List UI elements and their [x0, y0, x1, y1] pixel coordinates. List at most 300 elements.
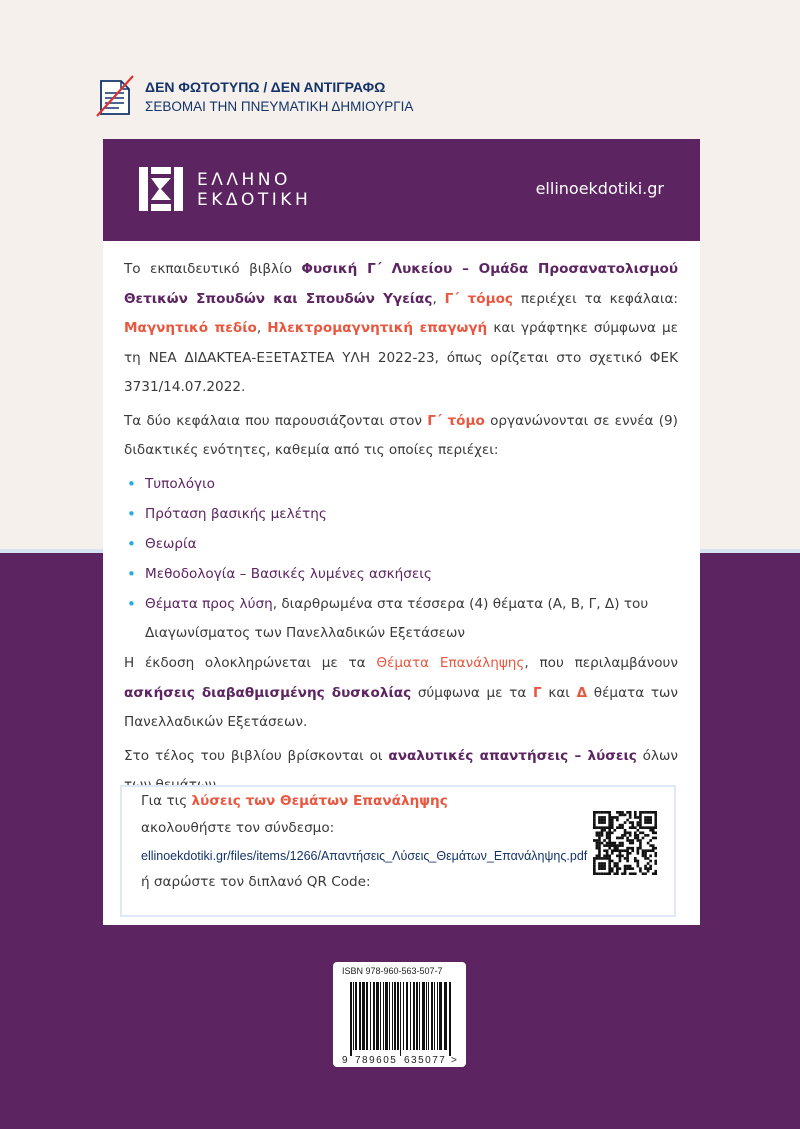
qr-module [629, 872, 632, 875]
qr-module [603, 857, 606, 860]
text: περιέχει τα κεφάλαια: [512, 290, 679, 307]
text: όλων [642, 747, 679, 764]
qr-module [601, 829, 604, 832]
list-item-label: Θεωρία [145, 535, 197, 552]
qr-module [629, 821, 632, 824]
qr-module [616, 870, 619, 873]
barcode-bar [385, 982, 388, 1050]
graded-exercises: ασκήσεις διαβαθμισμένης δυσκολίας [124, 684, 412, 701]
qr-module [601, 811, 604, 814]
barcode-bar [350, 982, 352, 1056]
qr-module [616, 847, 619, 850]
qr-module [608, 867, 611, 870]
qr-module [611, 826, 614, 829]
qr-module [624, 834, 627, 837]
qr-code[interactable] [593, 811, 657, 875]
qr-module [654, 852, 657, 855]
qr-module [611, 821, 614, 824]
qr-module [631, 872, 634, 875]
qr-module [601, 865, 604, 868]
qr-module [639, 814, 642, 817]
barcode-bar [419, 982, 420, 1050]
bullet-icon: • [127, 564, 136, 583]
barcode-bar [383, 982, 384, 1050]
qr-module [603, 839, 606, 842]
qr-module [616, 855, 619, 858]
notice-line-1: ΔΕΝ ΦΩΤΟΤΥΠΩ / ΔΕΝ ΑΝΤΙΓΡΑΦΩ [145, 79, 386, 95]
qr-module [652, 849, 655, 852]
qr-module [608, 839, 611, 842]
qr-module [619, 852, 622, 855]
qr-module [613, 872, 616, 875]
qr-module [639, 842, 642, 845]
list-item [124, 500, 678, 530]
qr-module [649, 829, 652, 832]
qr-module [601, 867, 604, 870]
bullet-icon: • [127, 534, 136, 553]
qr-module [601, 826, 604, 829]
qr-module [601, 842, 604, 845]
barcode-bar [380, 982, 381, 1050]
book-title: Φυσική Γ΄ Λυκείου – Ομάδα Προσανατολισμού Θετικών Σπουδών και Σπουδών Υγείας [124, 261, 679, 307]
qr-module [611, 849, 614, 852]
qr-module [654, 819, 657, 822]
qr-module [608, 834, 611, 837]
brand-line-2: ΕΚΔΟΤΙΚΗ [197, 190, 312, 210]
qr-module [652, 811, 655, 814]
qr-module [619, 867, 622, 870]
qr-module [647, 842, 650, 845]
qr-module [649, 865, 652, 868]
qr-module [639, 867, 642, 870]
qr-module [654, 821, 657, 824]
qr-module [608, 831, 611, 834]
list-item-detail: , διαρθρωμένα στα τέσσερα (4) θέματα (Α, Β, Γ, Δ) του Διαγωνίσματος των Πανελλαδικών Εξετάσεων [145, 595, 649, 641]
qr-module [639, 844, 642, 847]
qr-module [639, 821, 642, 824]
qr-module [606, 844, 609, 847]
qr-module [593, 872, 596, 875]
qr-module [608, 865, 611, 868]
qr-module [608, 847, 611, 850]
qr-module [611, 819, 614, 822]
text: , [256, 320, 268, 336]
qr-module [601, 816, 604, 819]
qr-module [629, 811, 632, 814]
qr-module [596, 872, 599, 875]
qr-module [616, 862, 619, 865]
revision-topics: Θέματα Επανάληψης [376, 655, 525, 671]
qr-module [626, 857, 629, 860]
qr-module [601, 857, 604, 860]
qr-module [608, 855, 611, 858]
qr-module [642, 837, 645, 840]
qr-module [654, 860, 657, 863]
qr-module [611, 844, 614, 847]
qr-module [624, 821, 627, 824]
qr-module [637, 865, 640, 868]
qr-module [647, 816, 650, 819]
qr-module [647, 857, 650, 860]
qr-module [613, 842, 616, 845]
qr-module [603, 865, 606, 868]
copyright-notice [95, 74, 495, 124]
qr-module [654, 811, 657, 814]
qr-module [626, 831, 629, 834]
barcode-bar [389, 982, 390, 1050]
qr-module [596, 855, 599, 858]
text: οργανώνονται σε εννέα (9) διδακτικές ενότητες, καθεμία από τις οποίες περιέχει: [124, 412, 678, 458]
qr-module [593, 870, 596, 873]
qr-module [624, 865, 627, 868]
notice-line-2: ΣΕΒΟΜΑΙ ΤΗΝ ΠΝΕΥΜΑΤΙΚΗ ΔΗΜΙΟΥΡΓΙΑ [145, 99, 414, 114]
qr-module [642, 849, 645, 852]
qr-module [598, 839, 601, 842]
qr-module [601, 834, 604, 837]
content-panel [103, 139, 700, 925]
qr-module [598, 857, 601, 860]
qr-module [608, 821, 611, 824]
qr-module [608, 872, 611, 875]
qr-module [644, 819, 647, 822]
qr-module [608, 816, 611, 819]
qr-module [593, 814, 596, 817]
qr-module [647, 834, 650, 837]
barcode-bar [370, 982, 371, 1050]
qr-module [626, 865, 629, 868]
qr-module [644, 834, 647, 837]
qr-module [637, 839, 640, 842]
description-text [124, 255, 678, 805]
qr-module [642, 852, 645, 855]
qr-module [593, 826, 596, 829]
qr-module [652, 826, 655, 829]
barcode-quiet-mark: > [451, 1055, 457, 1066]
qr-module [606, 834, 609, 837]
qr-module [613, 862, 616, 865]
qr-module [654, 824, 657, 827]
qr-module [596, 857, 599, 860]
qr-module [593, 824, 596, 827]
qr-module [639, 826, 642, 829]
qr-module [634, 857, 637, 860]
qr-module [652, 837, 655, 840]
qr-module [616, 816, 619, 819]
list-item [124, 560, 678, 590]
barcode-bar [416, 982, 418, 1050]
qr-module [603, 826, 606, 829]
qr-module [637, 837, 640, 840]
qr-module [644, 852, 647, 855]
no-photocopy-icon [95, 74, 135, 118]
qr-module [652, 872, 655, 875]
barcode-bar [355, 982, 357, 1050]
qr-module [624, 849, 627, 852]
infobox-line-2: ακολουθήστε τον σύνδεσμο: [141, 820, 335, 836]
qr-module [598, 852, 601, 855]
qr-module [654, 816, 657, 819]
barcode-bar [359, 982, 361, 1050]
qr-module [631, 842, 634, 845]
qr-module [637, 860, 640, 863]
qr-module [606, 842, 609, 845]
qr-module [598, 844, 601, 847]
qr-module [608, 811, 611, 814]
volume-label: Γ΄ τόμο [427, 412, 485, 429]
qr-module [647, 821, 650, 824]
qr-module [621, 849, 624, 852]
qr-module [616, 849, 619, 852]
qr-module [621, 872, 624, 875]
barcode-bar [426, 982, 427, 1050]
text: Η έκδοση ολοκληρώνεται με τα [124, 655, 377, 671]
qr-module [634, 831, 637, 834]
qr-module [598, 867, 601, 870]
qr-module [611, 824, 614, 827]
qr-module [654, 872, 657, 875]
qr-module [637, 852, 640, 855]
qr-module [616, 867, 619, 870]
qr-module [621, 814, 624, 817]
barcode-bar [406, 982, 408, 1050]
text: και γράφτηκε σύμφωνα με τη ΝΕΑ ΔΙΔΑΚΤΕΑ-ΕΞΕΤΑΣΤΕΑ ΥΛΗ 2022-23, όπως ορίζεται στο σχετικό ΦΕΚ 3731/14.07.2022. [124, 320, 678, 395]
qr-module [606, 852, 609, 855]
qr-module [649, 839, 652, 842]
qr-module [644, 849, 647, 852]
qr-module [649, 821, 652, 824]
volume-label: Γ΄ τόμος [444, 290, 513, 307]
barcode-bar [394, 982, 396, 1050]
qr-module [616, 872, 619, 875]
qr-module [619, 849, 622, 852]
qr-module [652, 831, 655, 834]
qr-module [621, 811, 624, 814]
qr-module [634, 811, 637, 814]
qr-module [647, 849, 650, 852]
qr-module [637, 847, 640, 850]
qr-module [596, 842, 599, 845]
qr-module [598, 816, 601, 819]
qr-module [596, 826, 599, 829]
qr-module [644, 865, 647, 868]
qr-module [593, 857, 596, 860]
qr-module [601, 872, 604, 875]
infobox-line-1 [141, 793, 448, 809]
barcode-bar [449, 982, 451, 1056]
qr-module [649, 816, 652, 819]
qr-module [649, 826, 652, 829]
qr-module [619, 824, 622, 827]
chapter-2: Ηλεκτρομαγνητική επαγωγή [267, 320, 488, 336]
qr-module [621, 834, 624, 837]
qr-module [598, 862, 601, 865]
qr-module [593, 860, 596, 863]
qr-module [601, 819, 604, 822]
qr-module [637, 829, 640, 832]
qr-module [639, 811, 642, 814]
qr-module [624, 857, 627, 860]
qr-module [596, 834, 599, 837]
qr-module [601, 862, 604, 865]
qr-module [603, 862, 606, 865]
text: Στο τέλος του βιβλίου βρίσκονται οι [124, 747, 389, 764]
qr-module [621, 855, 624, 858]
qr-module [603, 872, 606, 875]
qr-module [639, 870, 642, 873]
qr-module [647, 867, 650, 870]
qr-module [603, 819, 606, 822]
paragraph-units [124, 407, 678, 466]
qr-module [634, 860, 637, 863]
qr-module [608, 862, 611, 865]
qr-module [652, 844, 655, 847]
qr-module [624, 870, 627, 873]
text: θέματα των Πανελλαδικών Εξετάσεων. [124, 684, 678, 730]
topic-delta: Δ [576, 684, 588, 701]
qr-module [613, 816, 616, 819]
qr-module [613, 829, 616, 832]
qr-module [644, 867, 647, 870]
qr-module [616, 826, 619, 829]
qr-module [644, 855, 647, 858]
qr-module [606, 831, 609, 834]
qr-module [639, 819, 642, 822]
qr-module [647, 819, 650, 822]
qr-module [649, 849, 652, 852]
qr-module [629, 826, 632, 829]
publisher-header [103, 139, 700, 241]
list-item-label: Μεθοδολογία – Βασικές λυμένες ασκήσεις [145, 565, 432, 582]
qr-module [637, 824, 640, 827]
qr-module [603, 844, 606, 847]
qr-module [596, 844, 599, 847]
qr-module [621, 826, 624, 829]
qr-module [654, 837, 657, 840]
brand-line-1: ΕΛΛΗΝΟ [197, 170, 291, 190]
qr-module [613, 847, 616, 850]
qr-module [637, 849, 640, 852]
text: , που περιλαμβάνουν [524, 655, 678, 671]
qr-module [603, 816, 606, 819]
qr-module [637, 834, 640, 837]
qr-module [634, 816, 637, 819]
qr-module [608, 842, 611, 845]
qr-module [626, 819, 629, 822]
qr-module [593, 816, 596, 819]
qr-module [598, 826, 601, 829]
qr-module [654, 870, 657, 873]
qr-module [598, 849, 601, 852]
qr-module [611, 842, 614, 845]
solutions-title: λύσεις των Θεμάτων Επανάληψης [191, 793, 448, 809]
solutions-info-box [120, 785, 676, 917]
chapter-1: Μαγνητικό πεδίο [124, 320, 257, 336]
qr-module [649, 855, 652, 858]
qr-module [611, 816, 614, 819]
barcode-bar [422, 982, 425, 1050]
qr-module [619, 855, 622, 858]
qr-module [593, 819, 596, 822]
qr-module [634, 834, 637, 837]
qr-module [647, 811, 650, 814]
barcode-bar [434, 982, 435, 1050]
qr-module [596, 811, 599, 814]
qr-module [621, 842, 624, 845]
qr-module [593, 839, 596, 842]
barcode-bar [392, 982, 393, 1050]
qr-module [616, 865, 619, 868]
qr-module [654, 826, 657, 829]
qr-module [603, 829, 606, 832]
qr-module [626, 849, 629, 852]
topic-gamma: Γ [532, 684, 542, 701]
qr-module [606, 837, 609, 840]
qr-module [593, 865, 596, 868]
barcode-bar [428, 982, 429, 1050]
qr-module [606, 811, 609, 814]
barcode-bar [366, 982, 368, 1050]
qr-module [652, 829, 655, 832]
solutions-link[interactable]: ellinoekdotiki.gr/files/items/1266/Απαντήσεις_Λύσεις_Θεμάτων_Επανάληψης.pdf [141, 849, 588, 863]
qr-module [598, 872, 601, 875]
isbn-label: ISBN 978-960-563-507-7 [342, 966, 443, 976]
qr-module [606, 826, 609, 829]
barcode [333, 962, 466, 1067]
qr-module [611, 852, 614, 855]
qr-module [601, 821, 604, 824]
qr-module [616, 819, 619, 822]
publisher-website[interactable]: ellinoekdotiki.gr [535, 179, 664, 198]
qr-module [611, 870, 614, 873]
qr-module [603, 811, 606, 814]
qr-module [631, 847, 634, 850]
qr-module [629, 852, 632, 855]
qr-module [631, 839, 634, 842]
qr-module [621, 824, 624, 827]
infobox-line-4: ή σαρώστε τον διπλανό QR Code: [141, 874, 371, 890]
qr-module [629, 842, 632, 845]
qr-module [598, 855, 601, 858]
qr-module [608, 857, 611, 860]
qr-module [654, 855, 657, 858]
qr-module [601, 831, 604, 834]
qr-module [629, 847, 632, 850]
qr-module [629, 816, 632, 819]
qr-module [624, 829, 627, 832]
bullet-icon: • [127, 594, 136, 613]
qr-module [613, 865, 616, 868]
barcode-bar [376, 982, 379, 1050]
qr-module [649, 867, 652, 870]
qr-module [593, 811, 596, 814]
qr-module [593, 867, 596, 870]
barcode-bar [439, 982, 442, 1050]
text: , [432, 290, 445, 307]
qr-module [634, 826, 637, 829]
qr-module [608, 824, 611, 827]
qr-module [631, 867, 634, 870]
qr-module [619, 857, 622, 860]
qr-module [654, 831, 657, 834]
qr-module [629, 865, 632, 868]
barcode-right-digits: 635077 [404, 1055, 447, 1066]
qr-module [629, 834, 632, 837]
qr-module [626, 811, 629, 814]
barcode-bar [373, 982, 375, 1050]
qr-module [598, 842, 601, 845]
qr-module [644, 821, 647, 824]
barcode-bar [362, 982, 365, 1050]
